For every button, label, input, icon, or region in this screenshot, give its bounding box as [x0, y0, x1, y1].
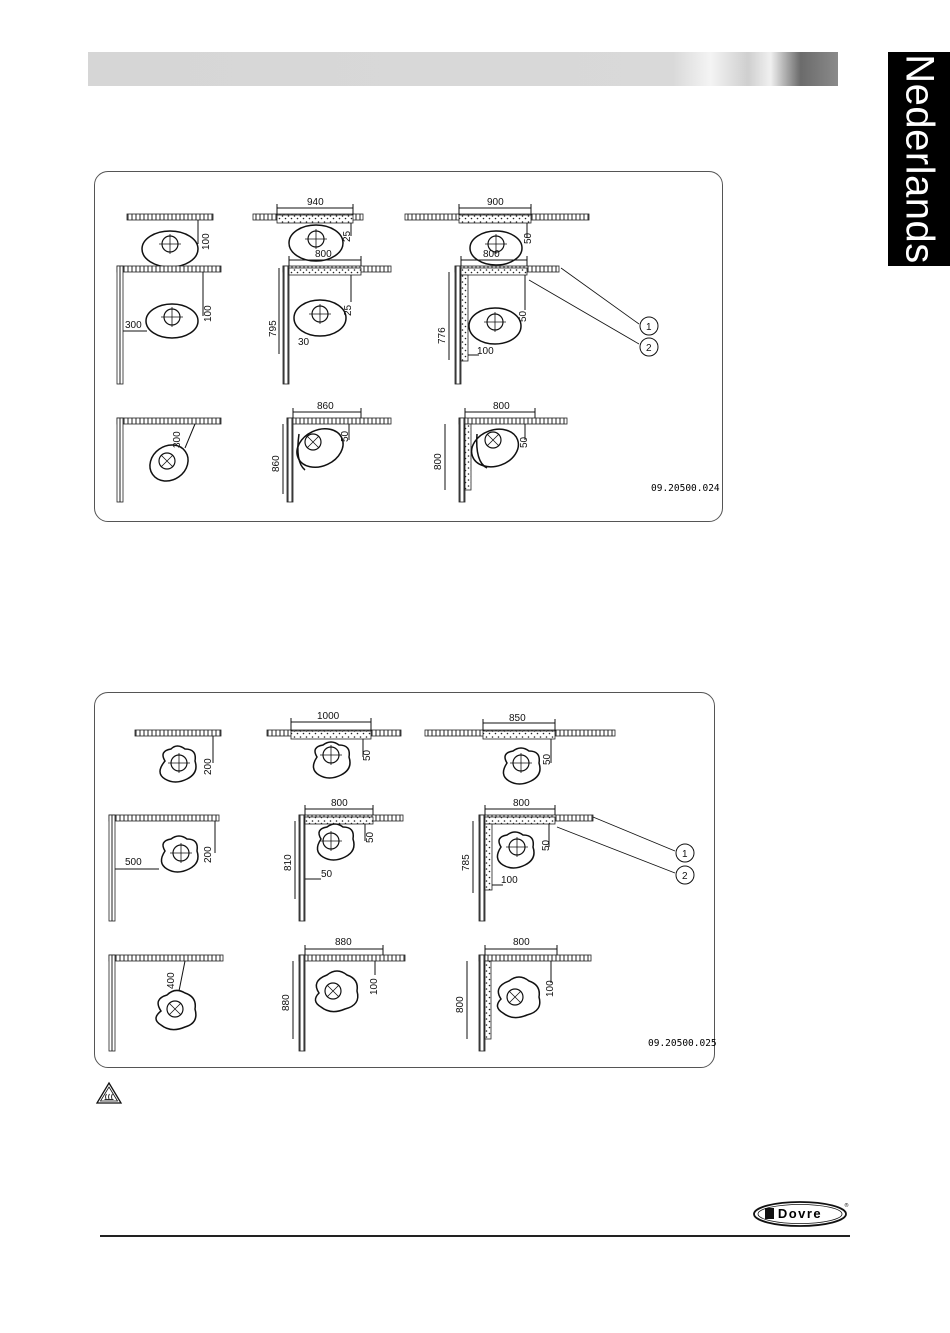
diagram-corner-500	[109, 815, 219, 921]
diagram-corner-diagonal-400	[109, 955, 223, 1051]
dim-label: 800	[315, 249, 332, 260]
dim-label: 880	[335, 937, 352, 948]
dim-label: 50	[340, 430, 351, 442]
footer-rule	[100, 1235, 850, 1237]
diagram-corner-diagonal-860	[283, 408, 391, 502]
callout-number: 1	[682, 849, 688, 860]
dim-label: 200	[203, 758, 214, 775]
dim-label: 800	[455, 996, 466, 1013]
dim-label: 400	[166, 972, 177, 989]
dim-label: 795	[268, 320, 279, 337]
dim-label: 50	[362, 749, 373, 761]
dim-label: 100	[203, 305, 214, 322]
dim-label: 100	[501, 875, 518, 886]
dim-label: 100	[369, 978, 380, 995]
diagram-corner-panel-800-795	[279, 256, 391, 384]
figure-code: 09.20500.024	[651, 483, 720, 494]
clearance-figure-2	[94, 692, 715, 1068]
dim-label: 800	[483, 249, 500, 260]
dim-label: 50	[519, 436, 530, 448]
dim-label: 50	[523, 232, 534, 244]
dim-label: 810	[283, 854, 294, 871]
callout-number: 2	[646, 343, 652, 354]
diagram-wall-panel-1000	[267, 718, 401, 778]
dim-label: 50	[541, 839, 552, 851]
logo-text: Dovre	[777, 1206, 823, 1221]
header-bar	[88, 52, 838, 86]
dim-label: 50	[518, 310, 529, 322]
diagram-corner-panel-800-810	[295, 805, 403, 921]
callout-number: 2	[682, 871, 688, 882]
dim-label: 860	[317, 401, 334, 412]
dim-label: 200	[203, 846, 214, 863]
svg-text:®: ®	[844, 1203, 849, 1209]
dim-label: 860	[271, 455, 282, 472]
dim-label: 25	[342, 230, 353, 242]
dim-label: 850	[509, 713, 526, 724]
dim-label: 50	[321, 869, 333, 880]
figure-code: 09.20500.025	[648, 1038, 717, 1049]
dim-label: 800	[493, 401, 510, 412]
dim-label: 800	[513, 798, 530, 809]
dim-label: 785	[461, 854, 472, 871]
dim-label: 300	[172, 431, 183, 448]
clearance-figure-1	[94, 171, 723, 522]
dim-label: 100	[545, 980, 556, 997]
dim-label: 50	[542, 753, 553, 765]
diagram-wall-panel-850	[425, 719, 615, 784]
diagram-corner-diagonal-300	[117, 418, 221, 502]
dim-label: 100	[201, 233, 212, 250]
dim-label: 800	[433, 453, 444, 470]
dim-label: 100	[477, 346, 494, 357]
diagram-corner-diagonal-800	[467, 945, 591, 1051]
hot-surface-warning-icon	[96, 1082, 122, 1109]
dim-label: 776	[437, 327, 448, 344]
diagram-corner-panel-800-785	[473, 805, 694, 921]
dim-label: 900	[487, 197, 504, 208]
dim-label: 800	[513, 937, 530, 948]
dim-label: 25	[343, 304, 354, 316]
language-tab-label: Nederlands	[897, 54, 942, 264]
callout-number: 1	[646, 322, 652, 333]
dim-label: 800	[331, 798, 348, 809]
dovre-logo	[752, 1200, 848, 1228]
diagram-corner-panel-800-776	[449, 256, 658, 384]
dim-label: 500	[125, 857, 142, 868]
dim-label: 880	[281, 994, 292, 1011]
language-tab	[888, 52, 950, 266]
dim-label: 30	[298, 337, 310, 348]
dim-label: 50	[365, 831, 376, 843]
diagram-corner-diagonal-880	[293, 945, 405, 1051]
diagram-corner-diagonal-800	[445, 408, 567, 502]
dim-label: 1000	[317, 711, 340, 722]
dim-label: 940	[307, 197, 324, 208]
dim-label: 300	[125, 320, 142, 331]
